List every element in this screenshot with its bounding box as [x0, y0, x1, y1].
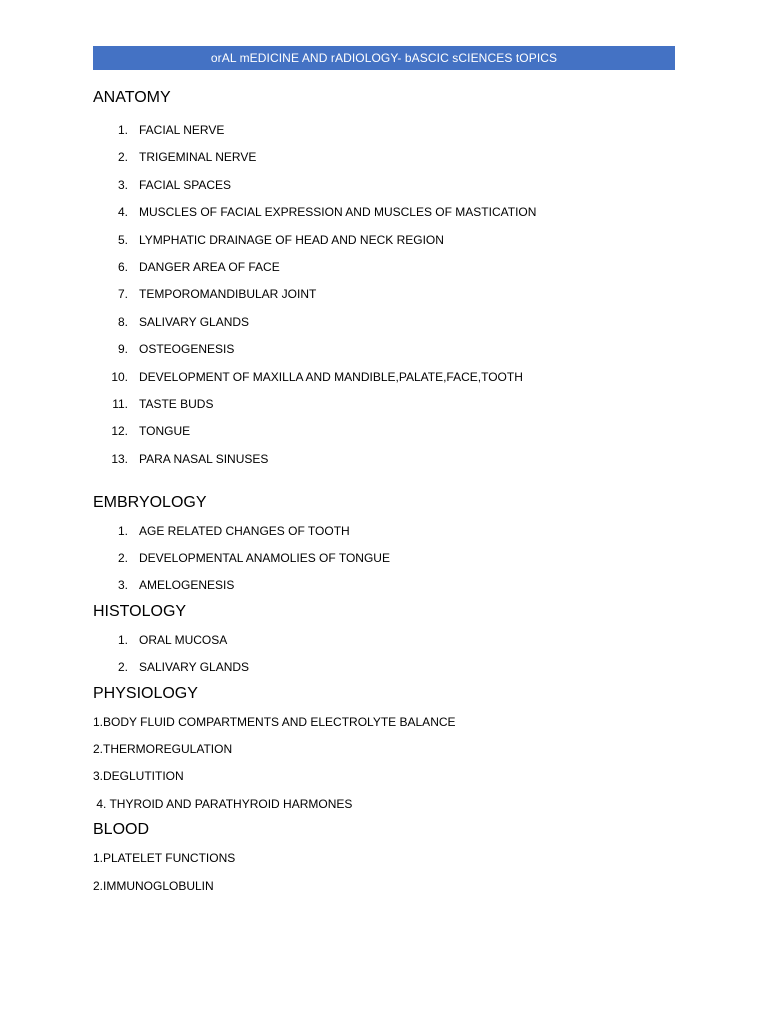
- physiology-list: [93, 714, 675, 812]
- list-number: 6.: [117, 259, 128, 274]
- heading-anatomy: ANATOMY: [93, 89, 171, 106]
- list-item-text: FACIAL NERVE: [139, 123, 225, 137]
- list-item-text: AGE RELATED CHANGES OF TOOTH: [139, 523, 350, 538]
- list-item: 4. THYROID AND PARATHYROID HARMONES: [93, 796, 353, 811]
- document-page: [93, 46, 675, 905]
- list-number: 8.: [117, 314, 128, 329]
- list-item: [93, 577, 675, 593]
- list-item-text: LYMPHATIC DRAINAGE OF HEAD AND NECK REGION: [139, 232, 444, 247]
- list-item: [93, 259, 675, 275]
- list-item: [93, 177, 675, 193]
- blood-list: [93, 850, 675, 893]
- list-item: [93, 396, 675, 412]
- list-item: [93, 286, 675, 302]
- list-item-text: DEVELOPMENT OF MAXILLA AND MANDIBLE,PALATE,FACE,TOOTH: [139, 369, 523, 384]
- heading-histology: HISTOLOGY: [93, 602, 187, 620]
- list-item-text: SALIVARY GLANDS: [139, 660, 250, 675]
- list-item: 1.BODY FLUID COMPARTMENTS AND ELECTROLYTE BALANCE: [93, 714, 456, 729]
- list-item: [93, 232, 675, 248]
- list-item-text: TASTE BUDS: [139, 396, 214, 411]
- list-number: 1.: [117, 523, 128, 538]
- list-item-text: DANGER AREA OF FACE: [139, 259, 280, 274]
- list-number: 3.: [117, 177, 128, 192]
- list-number: 10.: [111, 369, 128, 384]
- anatomy-list: [93, 122, 675, 467]
- list-number: 2.: [117, 660, 128, 675]
- list-number: 4.: [117, 205, 128, 220]
- list-item: 2.THERMOREGULATION: [93, 742, 233, 757]
- list-number: 2.: [117, 551, 128, 566]
- list-number: 3.: [117, 578, 128, 593]
- document-title-bar: orAL mEDICINE AND rADIOLOGY- bASCIC sCIENCES tOPICS: [93, 46, 675, 70]
- list-item: [93, 659, 675, 675]
- list-item: [93, 149, 675, 165]
- list-item-text: ORAL MUCOSA: [139, 632, 228, 647]
- list-item-text: PARA NASAL SINUSES: [139, 451, 269, 466]
- list-item: [93, 523, 675, 539]
- list-item-text: DEVELOPMENTAL ANAMOLIES OF TONGUE: [139, 551, 390, 566]
- list-item: [93, 341, 675, 357]
- list-number: 9.: [117, 342, 128, 357]
- heading-blood: BLOOD: [93, 821, 150, 839]
- list-item: [93, 314, 675, 330]
- list-item: [93, 451, 675, 467]
- list-item-text: MUSCLES OF FACIAL EXPRESSION AND MUSCLES OF MASTICATION: [139, 205, 537, 220]
- list-number: 1.: [117, 123, 128, 137]
- list-number: 13.: [111, 451, 128, 466]
- list-number: 12.: [111, 424, 128, 439]
- list-number: 1.: [117, 632, 128, 647]
- list-number: 7.: [117, 287, 128, 302]
- list-item: [93, 204, 675, 220]
- list-item: [93, 550, 675, 566]
- list-item-text: OSTEOGENESIS: [139, 342, 235, 357]
- list-number: 2.: [117, 150, 128, 165]
- list-item: [93, 122, 675, 138]
- list-item: 1.PLATELET FUNCTIONS: [93, 851, 236, 866]
- list-item: 3.DEGLUTITION: [93, 769, 184, 784]
- list-item: 2.IMMUNOGLOBULIN: [93, 878, 214, 893]
- list-item-text: TEMPOROMANDIBULAR JOINT: [139, 287, 317, 302]
- list-item: [93, 632, 675, 648]
- heading-physiology: PHYSIOLOGY: [93, 684, 198, 702]
- list-number: 5.: [117, 232, 128, 247]
- histology-list: [93, 632, 675, 675]
- embryology-list: [93, 523, 675, 594]
- list-item: [93, 423, 675, 439]
- list-item-text: SALIVARY GLANDS: [139, 314, 250, 329]
- list-item: [93, 369, 675, 385]
- list-number: 11.: [112, 396, 128, 411]
- heading-embryology: EMBRYOLOGY: [93, 493, 207, 511]
- list-item-text: FACIAL SPACES: [139, 177, 232, 192]
- list-item-text: TONGUE: [139, 424, 191, 439]
- list-item-text: AMELOGENESIS: [139, 578, 235, 593]
- list-item-text: TRIGEMINAL NERVE: [139, 150, 257, 165]
